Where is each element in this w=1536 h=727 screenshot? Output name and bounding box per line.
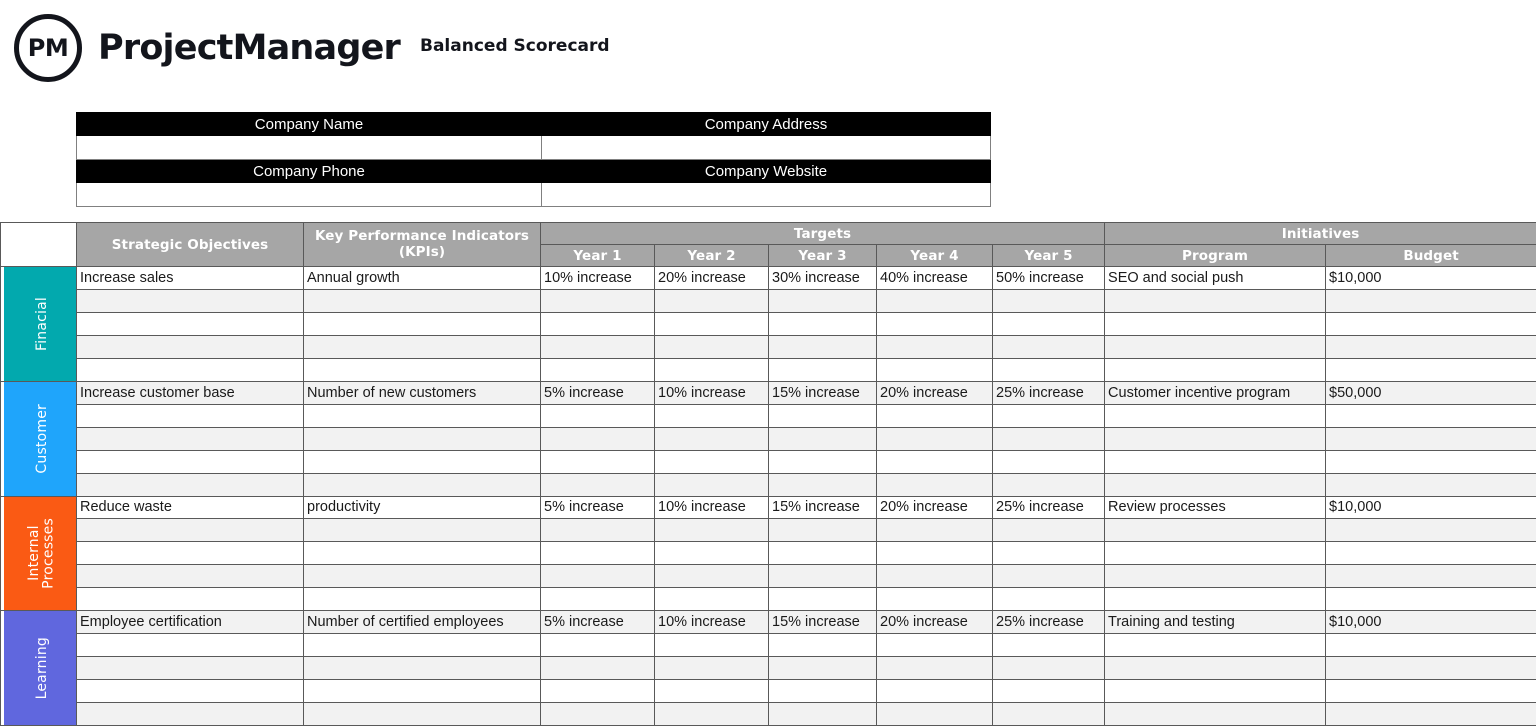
cell-budget[interactable] — [1326, 519, 1536, 542]
cell-year-2[interactable] — [655, 358, 769, 381]
cell-objective[interactable] — [77, 358, 304, 381]
cell-year-5[interactable]: 25% increase — [993, 611, 1105, 634]
company-phone-field[interactable] — [77, 183, 542, 207]
cell-year-4[interactable] — [877, 542, 993, 565]
cell-program[interactable] — [1105, 588, 1326, 611]
perspective-label: Customer — [33, 403, 50, 474]
col-year-2: Year 2 — [655, 245, 769, 267]
company-phone-label: Company Phone — [77, 160, 542, 183]
perspective-band-internal-processes — [1, 496, 77, 611]
company-info-table — [76, 112, 991, 207]
cell-objective[interactable] — [77, 657, 304, 680]
table-row — [1, 680, 1536, 703]
cell-year-2[interactable] — [655, 588, 769, 611]
cell-year-1[interactable] — [541, 289, 655, 312]
cell-kpi[interactable] — [304, 680, 541, 703]
cell-year-3[interactable] — [769, 634, 877, 657]
col-year-4: Year 4 — [877, 245, 993, 267]
cell-kpi[interactable]: productivity — [304, 496, 541, 519]
cell-objective[interactable] — [77, 565, 304, 588]
cell-objective[interactable]: Employee certification — [77, 611, 304, 634]
cell-program[interactable] — [1105, 427, 1326, 450]
cell-budget[interactable] — [1326, 634, 1536, 657]
cell-year-1[interactable] — [541, 473, 655, 496]
cell-year-3[interactable] — [769, 404, 877, 427]
table-row — [1, 473, 1536, 496]
cell-year-2[interactable] — [655, 450, 769, 473]
cell-year-5[interactable] — [993, 703, 1105, 726]
table-row — [1, 335, 1536, 358]
cell-year-1[interactable]: 5% increase — [541, 611, 655, 634]
cell-year-5[interactable] — [993, 335, 1105, 358]
cell-kpi[interactable]: Annual growth — [304, 267, 541, 290]
cell-year-4[interactable] — [877, 427, 993, 450]
cell-kpi[interactable] — [304, 335, 541, 358]
cell-program[interactable] — [1105, 289, 1326, 312]
cell-kpi[interactable] — [304, 312, 541, 335]
cell-year-3[interactable] — [769, 588, 877, 611]
cell-year-5[interactable] — [993, 404, 1105, 427]
company-name-field[interactable] — [77, 136, 542, 160]
cell-objective[interactable] — [77, 519, 304, 542]
cell-year-1[interactable]: 10% increase — [541, 267, 655, 290]
cell-year-2[interactable] — [655, 680, 769, 703]
cell-year-3[interactable] — [769, 703, 877, 726]
cell-objective[interactable] — [77, 680, 304, 703]
cell-year-1[interactable] — [541, 358, 655, 381]
cell-objective[interactable] — [77, 312, 304, 335]
cell-year-1[interactable] — [541, 404, 655, 427]
cell-year-2[interactable]: 10% increase — [655, 611, 769, 634]
cell-objective[interactable] — [77, 289, 304, 312]
cell-year-4[interactable] — [877, 450, 993, 473]
cell-budget[interactable] — [1326, 680, 1536, 703]
cell-year-5[interactable]: 50% increase — [993, 267, 1105, 290]
cell-budget[interactable] — [1326, 358, 1536, 381]
cell-kpi[interactable] — [304, 427, 541, 450]
cell-year-4[interactable]: 20% increase — [877, 381, 993, 404]
perspective-label: Learning — [33, 636, 50, 700]
cell-year-5[interactable]: 25% increase — [993, 381, 1105, 404]
table-row — [1, 542, 1536, 565]
cell-year-4[interactable] — [877, 634, 993, 657]
cell-program[interactable]: SEO and social push — [1105, 267, 1326, 290]
cell-budget[interactable] — [1326, 473, 1536, 496]
table-row — [1, 634, 1536, 657]
cell-year-3[interactable]: 15% increase — [769, 496, 877, 519]
cell-objective[interactable]: Increase customer base — [77, 381, 304, 404]
col-group-targets: Targets — [541, 223, 1105, 245]
brand-logo — [14, 14, 400, 82]
scorecard-group-header-row — [1, 223, 1536, 245]
cell-objective[interactable] — [77, 427, 304, 450]
cell-year-2[interactable] — [655, 427, 769, 450]
cell-year-2[interactable]: 10% increase — [655, 381, 769, 404]
cell-kpi[interactable] — [304, 289, 541, 312]
cell-year-4[interactable] — [877, 680, 993, 703]
cell-year-3[interactable] — [769, 657, 877, 680]
cell-year-3[interactable] — [769, 358, 877, 381]
cell-kpi[interactable] — [304, 519, 541, 542]
cell-year-3[interactable] — [769, 519, 877, 542]
cell-program[interactable] — [1105, 542, 1326, 565]
cell-year-3[interactable] — [769, 450, 877, 473]
cell-year-1[interactable] — [541, 565, 655, 588]
cell-objective[interactable] — [77, 634, 304, 657]
table-row — [1, 519, 1536, 542]
cell-year-4[interactable] — [877, 312, 993, 335]
cell-year-3[interactable]: 15% increase — [769, 611, 877, 634]
cell-year-4[interactable] — [877, 404, 993, 427]
cell-kpi[interactable] — [304, 358, 541, 381]
cell-year-1[interactable] — [541, 657, 655, 680]
cell-program[interactable] — [1105, 565, 1326, 588]
cell-year-4[interactable]: 20% increase — [877, 611, 993, 634]
cell-year-4[interactable] — [877, 657, 993, 680]
cell-year-4[interactable]: 40% increase — [877, 267, 993, 290]
cell-budget[interactable] — [1326, 657, 1536, 680]
cell-program[interactable] — [1105, 519, 1326, 542]
cell-year-2[interactable] — [655, 519, 769, 542]
cell-year-4[interactable] — [877, 588, 993, 611]
col-budget: Budget — [1326, 245, 1536, 267]
cell-objective[interactable] — [77, 450, 304, 473]
cell-year-4[interactable] — [877, 565, 993, 588]
cell-kpi[interactable] — [304, 657, 541, 680]
table-row — [1, 657, 1536, 680]
cell-year-1[interactable] — [541, 450, 655, 473]
company-info-header-row — [77, 113, 991, 136]
cell-year-3[interactable] — [769, 335, 877, 358]
table-row — [1, 289, 1536, 312]
cell-year-1[interactable] — [541, 703, 655, 726]
cell-kpi[interactable]: Number of new customers — [304, 381, 541, 404]
perspective-band-learning — [1, 611, 77, 726]
scorecard-header — [1, 223, 1536, 267]
cell-year-3[interactable]: 15% increase — [769, 381, 877, 404]
table-row — [1, 427, 1536, 450]
table-row — [1, 404, 1536, 427]
cell-program[interactable]: Customer incentive program — [1105, 381, 1326, 404]
cell-kpi[interactable] — [304, 634, 541, 657]
cell-year-5[interactable] — [993, 312, 1105, 335]
table-row — [1, 312, 1536, 335]
cell-year-2[interactable]: 10% increase — [655, 496, 769, 519]
table-row — [1, 703, 1536, 726]
cell-year-1[interactable] — [541, 634, 655, 657]
cell-year-2[interactable] — [655, 473, 769, 496]
perspective-band-finacial — [1, 267, 77, 382]
perspective-label: Internal Processes — [26, 517, 57, 589]
cell-objective[interactable] — [77, 588, 304, 611]
cell-objective[interactable] — [77, 404, 304, 427]
cell-objective[interactable] — [77, 473, 304, 496]
cell-year-5[interactable] — [993, 634, 1105, 657]
projectmanager-logo-icon — [14, 14, 82, 82]
cell-budget[interactable] — [1326, 404, 1536, 427]
cell-year-5[interactable] — [993, 450, 1105, 473]
cell-budget[interactable] — [1326, 565, 1536, 588]
logo-mark-text: PM — [27, 34, 69, 62]
cell-program[interactable]: Training and testing — [1105, 611, 1326, 634]
cell-objective[interactable] — [77, 703, 304, 726]
cell-kpi[interactable] — [304, 703, 541, 726]
cell-year-1[interactable]: 5% increase — [541, 381, 655, 404]
cell-budget[interactable] — [1326, 703, 1536, 726]
cell-year-3[interactable] — [769, 427, 877, 450]
cell-objective[interactable]: Increase sales — [77, 267, 304, 290]
cell-program[interactable] — [1105, 450, 1326, 473]
table-row — [1, 496, 1536, 519]
page-title: Balanced Scorecard — [420, 36, 610, 56]
company-contact-header-row — [77, 160, 991, 183]
cell-kpi[interactable] — [304, 588, 541, 611]
cell-objective[interactable] — [77, 335, 304, 358]
cell-program[interactable] — [1105, 657, 1326, 680]
company-website-field[interactable] — [542, 183, 991, 207]
cell-year-1[interactable] — [541, 335, 655, 358]
cell-kpi[interactable] — [304, 542, 541, 565]
cell-year-4[interactable] — [877, 519, 993, 542]
col-strategic-objectives: Strategic Objectives — [77, 223, 304, 267]
cell-kpi[interactable] — [304, 565, 541, 588]
cell-budget[interactable] — [1326, 312, 1536, 335]
cell-year-5[interactable] — [993, 680, 1105, 703]
cell-budget[interactable]: $10,000 — [1326, 496, 1536, 519]
page-header — [0, 0, 1536, 96]
cell-year-4[interactable] — [877, 703, 993, 726]
company-address-field[interactable] — [542, 136, 991, 160]
cell-year-5[interactable] — [993, 657, 1105, 680]
col-kpis: Key Performance Indicators (KPIs) — [304, 223, 541, 267]
cell-year-5[interactable] — [993, 565, 1105, 588]
cell-year-1[interactable] — [541, 680, 655, 703]
cell-year-4[interactable]: 20% increase — [877, 496, 993, 519]
cell-program[interactable]: Review processes — [1105, 496, 1326, 519]
cell-kpi[interactable]: Number of certified employees — [304, 611, 541, 634]
cell-budget[interactable]: $10,000 — [1326, 267, 1536, 290]
cell-budget[interactable] — [1326, 427, 1536, 450]
table-row — [1, 611, 1536, 634]
col-year-5: Year 5 — [993, 245, 1105, 267]
cell-budget[interactable] — [1326, 289, 1536, 312]
cell-kpi[interactable] — [304, 450, 541, 473]
cell-program[interactable] — [1105, 634, 1326, 657]
cell-kpi[interactable] — [304, 404, 541, 427]
cell-budget[interactable]: $10,000 — [1326, 611, 1536, 634]
cell-year-2[interactable] — [655, 404, 769, 427]
cell-program[interactable] — [1105, 335, 1326, 358]
cell-year-3[interactable] — [769, 680, 877, 703]
cell-year-5[interactable]: 25% increase — [993, 496, 1105, 519]
col-year-1: Year 1 — [541, 245, 655, 267]
cell-year-5[interactable] — [993, 358, 1105, 381]
cell-budget[interactable] — [1326, 450, 1536, 473]
cell-year-5[interactable] — [993, 289, 1105, 312]
cell-year-2[interactable] — [655, 542, 769, 565]
cell-year-5[interactable] — [993, 519, 1105, 542]
cell-program[interactable] — [1105, 703, 1326, 726]
cell-year-2[interactable] — [655, 634, 769, 657]
cell-budget[interactable] — [1326, 542, 1536, 565]
cell-year-1[interactable]: 5% increase — [541, 496, 655, 519]
cell-year-2[interactable] — [655, 289, 769, 312]
cell-program[interactable] — [1105, 312, 1326, 335]
balanced-scorecard-table — [0, 222, 1536, 726]
cell-year-5[interactable] — [993, 473, 1105, 496]
cell-year-4[interactable] — [877, 335, 993, 358]
cell-year-3[interactable] — [769, 542, 877, 565]
cell-year-2[interactable] — [655, 657, 769, 680]
cell-year-3[interactable] — [769, 312, 877, 335]
cell-year-2[interactable] — [655, 335, 769, 358]
cell-year-5[interactable] — [993, 427, 1105, 450]
table-row — [1, 588, 1536, 611]
table-row — [1, 358, 1536, 381]
cell-year-2[interactable] — [655, 565, 769, 588]
cell-year-1[interactable] — [541, 588, 655, 611]
cell-year-5[interactable] — [993, 542, 1105, 565]
cell-year-4[interactable] — [877, 473, 993, 496]
cell-budget[interactable] — [1326, 588, 1536, 611]
cell-year-1[interactable] — [541, 427, 655, 450]
cell-year-1[interactable] — [541, 519, 655, 542]
cell-year-3[interactable] — [769, 565, 877, 588]
brand-wordmark: ProjectManager — [98, 28, 401, 68]
perspective-band-fill — [4, 267, 77, 381]
cell-program[interactable] — [1105, 680, 1326, 703]
perspective-band-fill — [4, 382, 77, 496]
balanced-scorecard-table-wrap — [0, 222, 1536, 726]
cell-year-3[interactable] — [769, 473, 877, 496]
cell-budget[interactable]: $50,000 — [1326, 381, 1536, 404]
cell-budget[interactable] — [1326, 335, 1536, 358]
col-year-3: Year 3 — [769, 245, 877, 267]
company-info-value-row — [77, 136, 991, 160]
cell-year-4[interactable] — [877, 358, 993, 381]
cell-year-4[interactable] — [877, 289, 993, 312]
table-row — [1, 381, 1536, 404]
cell-objective[interactable]: Reduce waste — [77, 496, 304, 519]
perspective-gutter-header — [1, 223, 77, 267]
cell-kpi[interactable] — [304, 473, 541, 496]
cell-year-2[interactable] — [655, 703, 769, 726]
company-name-label: Company Name — [77, 113, 542, 136]
cell-year-1[interactable] — [541, 312, 655, 335]
cell-year-2[interactable]: 20% increase — [655, 267, 769, 290]
table-row — [1, 565, 1536, 588]
col-program: Program — [1105, 245, 1326, 267]
company-website-label: Company Website — [542, 160, 991, 183]
cell-year-5[interactable] — [993, 588, 1105, 611]
cell-year-1[interactable] — [541, 542, 655, 565]
cell-program[interactable] — [1105, 404, 1326, 427]
perspective-band-fill — [4, 611, 77, 725]
scorecard-body — [1, 267, 1536, 726]
perspective-label: Finacial — [33, 296, 50, 351]
cell-year-3[interactable]: 30% increase — [769, 267, 877, 290]
cell-year-2[interactable] — [655, 312, 769, 335]
col-group-initiatives: Initiatives — [1105, 223, 1536, 245]
table-row — [1, 267, 1536, 290]
cell-objective[interactable] — [77, 542, 304, 565]
table-row — [1, 450, 1536, 473]
cell-year-3[interactable] — [769, 289, 877, 312]
cell-program[interactable] — [1105, 473, 1326, 496]
cell-program[interactable] — [1105, 358, 1326, 381]
company-contact-value-row — [77, 183, 991, 207]
perspective-band-fill — [4, 497, 77, 611]
perspective-band-customer — [1, 381, 77, 496]
company-address-label: Company Address — [542, 113, 991, 136]
